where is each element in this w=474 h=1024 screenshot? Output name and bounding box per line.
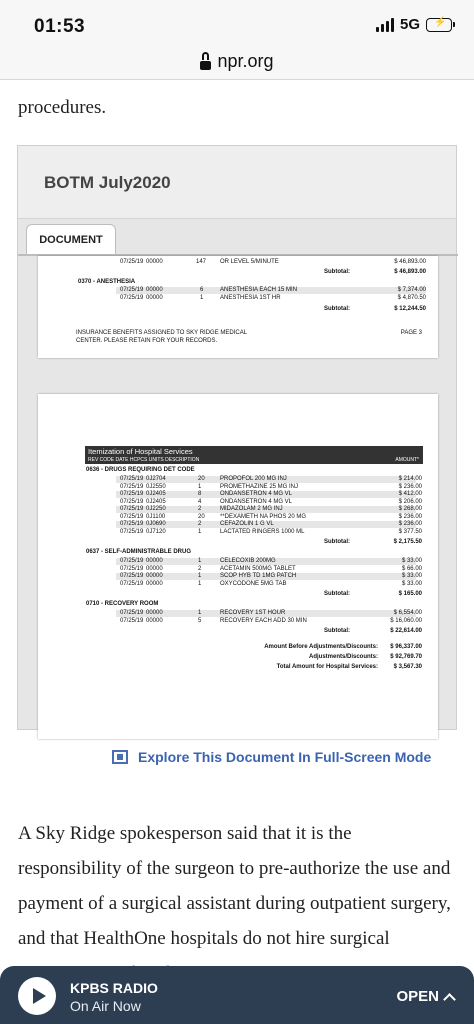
row-units: 1 [198, 528, 202, 535]
row-code: 0J2550 [146, 483, 166, 490]
section-heading: 0710 - RECOVERY ROOM [86, 601, 159, 607]
row-date: 07/25/19 [120, 506, 144, 512]
row-units: 20 [198, 476, 205, 482]
row-units: 4 [198, 498, 202, 505]
row-date: 07/25/19 [120, 476, 144, 482]
row-desc: ONDANSETRON 4 MG VL [220, 491, 293, 497]
document-page-itemization [38, 394, 438, 739]
row-amount: $ 236.00 [398, 483, 422, 490]
row-amount: $ 206.00 [398, 498, 422, 505]
column-headers: REV CODE DATE HCPCS UNITS DESCRIPTION [88, 457, 200, 463]
row-code: 0J2405 [146, 491, 166, 497]
row-code: 00000 [146, 617, 163, 624]
document-page-3 [38, 256, 438, 358]
row-code: 00000 [146, 558, 163, 564]
row-desc: CELECOXIB 200MG [220, 558, 276, 564]
row-code: 00000 [146, 287, 163, 293]
row-date: 07/25/19 [120, 573, 144, 579]
fullscreen-link-label: Explore This Document In Full-Screen Mode [138, 749, 432, 765]
row-desc: ANESTHESIA 1ST HR [220, 295, 281, 301]
insurance-notice: CENTER. PLEASE RETAIN FOR YOUR RECORDS. [76, 338, 218, 344]
row-amount: $ 268.00 [398, 506, 422, 512]
row-desc: OR LEVEL 5/MINUTE [220, 259, 279, 265]
row-date: 07/25/19 [120, 513, 144, 520]
row-amount: $ 7,374.00 [397, 287, 426, 293]
row-desc: ONDANSETRON 4 MG VL [220, 498, 293, 505]
row-code: 00000 [146, 565, 163, 572]
row-date: 07/25/19 [120, 491, 144, 497]
row-units: 1 [198, 580, 202, 587]
row-date: 07/25/19 [120, 521, 144, 527]
row-code: 0J7120 [146, 528, 166, 535]
row-date: 07/25/19 [120, 498, 144, 505]
row-code: 00000 [146, 610, 163, 616]
row-units: 2 [198, 506, 202, 512]
url-text: npr.org [217, 51, 274, 71]
station-name: KPBS RADIO [70, 980, 158, 996]
row-date: 07/25/19 [120, 565, 144, 572]
total-amount: $ 3,567.30 [393, 664, 422, 670]
play-button[interactable] [18, 977, 56, 1015]
row-code: 0J2704 [146, 476, 166, 482]
row-units: 1 [198, 558, 202, 564]
total-amount: $ 96,337.00 [390, 644, 422, 650]
subtotal-amount: $ 22,614.00 [390, 628, 422, 634]
row-units: 8 [198, 491, 202, 497]
row-amount: $ 16,060.00 [390, 617, 422, 624]
article-paragraph: A Sky Ridge spokesperson said that it is the responsibility of the surgeon to pre-authorize the use and payment of a surgical assistant during outpatient surgery, and that HealthOne hospitals do not hire surgical [18, 823, 451, 949]
row-units: 1 [198, 610, 202, 616]
status-bar [0, 0, 474, 44]
row-desc: ANESTHESIA EACH 15 MIN [220, 287, 298, 293]
row-code: 00000 [146, 295, 163, 301]
subtotal-label: Subtotal: [324, 628, 350, 634]
row-amount: $ 33.00 [401, 558, 422, 564]
row-amount: $ 46,893.00 [394, 259, 426, 265]
row-date: 07/25/19 [120, 295, 144, 301]
status-time: 01:53 [34, 16, 86, 37]
total-amount: $ 92,769.70 [390, 654, 422, 660]
row-code: 00000 [146, 573, 163, 579]
row-amount: $ 412.00 [398, 491, 422, 497]
row-desc: RECOVERY 1ST HOUR [220, 610, 286, 616]
row-amount: $ 214.00 [398, 476, 422, 482]
subtotal-amount: $ 46,893.00 [394, 269, 426, 275]
row-code: 0J1100 [146, 513, 166, 520]
article-paragraph: procedures. [18, 97, 107, 118]
row-date: 07/25/19 [120, 483, 144, 490]
row-units: 2 [198, 565, 202, 572]
section-heading: 0370 - ANESTHESIA [78, 279, 136, 285]
row-units: 20 [198, 513, 205, 520]
row-amount: $ 236.00 [398, 521, 422, 527]
insurance-notice: INSURANCE BENEFITS ASSIGNED TO SKY RIDGE MEDICAL [76, 330, 248, 336]
row-amount: $ 33.00 [401, 573, 422, 579]
row-desc: LACTATED RINGERS 1000 ML [220, 528, 305, 535]
subtotal-label: Subtotal: [324, 539, 350, 545]
row-date: 07/25/19 [120, 558, 144, 564]
row-desc: ACETAMIN 500MG TABLET [220, 565, 296, 572]
row-date: 07/25/19 [120, 528, 144, 535]
row-units: 1 [198, 573, 202, 579]
status-indicators [376, 16, 452, 33]
row-amount: $ 4,870.50 [397, 295, 426, 301]
network-type: 5G [399, 16, 420, 33]
row-units: 5 [198, 617, 202, 624]
row-desc: RECOVERY EACH ADD 30 MIN [220, 617, 307, 624]
subtotal-label: Subtotal: [324, 269, 350, 275]
row-desc: MIDAZOLAM 2 MG INJ [220, 506, 283, 512]
row-desc: PROMETHAZINE 25 MG INJ [220, 483, 299, 490]
row-date: 07/25/19 [120, 259, 144, 265]
tab-document[interactable]: DOCUMENT [26, 224, 116, 254]
row-desc: OXYCODONE 5MG TAB [220, 580, 287, 587]
row-code: 00000 [146, 580, 163, 587]
battery-charging-icon [426, 18, 452, 32]
subtotal-amount: $ 2,175.50 [393, 539, 422, 545]
row-amount: $ 377.50 [398, 528, 422, 535]
row-desc: CEFAZOLIN 1 G VL [220, 521, 274, 527]
row-units: 1 [200, 295, 204, 301]
total-label: Adjustments/Discounts: [308, 654, 378, 660]
page-number: PAGE 3 [400, 330, 422, 336]
lock-icon [200, 57, 211, 70]
address-bar[interactable] [0, 44, 474, 80]
itemization-header [85, 446, 423, 464]
row-desc: SCOP HYB TD 1MG PATCH [220, 573, 297, 579]
row-desc: PROPOFOL 200 MG INJ [220, 476, 287, 482]
amount-column-header: AMOUNT* [395, 457, 419, 463]
row-desc: **DEXAMETH NA PHOS 20 MG [220, 513, 307, 520]
row-units: 147 [196, 259, 207, 265]
row-units: 1 [198, 483, 202, 490]
subtotal-label: Subtotal: [324, 306, 350, 312]
row-code: 0J2405 [146, 498, 166, 505]
row-code: 00000 [146, 259, 163, 265]
fullscreen-link[interactable] [112, 749, 431, 765]
row-amount: $ 6,554.00 [393, 610, 422, 616]
fullscreen-icon [112, 750, 128, 764]
document-title: BOTM July2020 [44, 173, 171, 192]
row-units: 6 [200, 287, 204, 293]
radio-player-bar[interactable] [0, 966, 474, 1024]
row-date: 07/25/19 [120, 617, 144, 624]
total-label: Total Amount for Hospital Services: [276, 664, 378, 670]
open-label: OPEN [396, 988, 439, 1005]
row-date: 07/25/19 [120, 610, 144, 616]
subtotal-amount: $ 12,244.50 [394, 306, 426, 312]
signal-icon [376, 18, 394, 32]
row-date: 07/25/19 [120, 580, 144, 587]
row-amount: $ 66.00 [401, 565, 422, 572]
row-code: 0J0690 [146, 521, 166, 527]
section-heading: 0637 - SELF-ADMINISTRABLE DRUG [86, 549, 192, 555]
open-player-button[interactable] [396, 988, 454, 1005]
row-date: 07/25/19 [120, 287, 144, 293]
subtotal-label: Subtotal: [324, 591, 350, 597]
on-air-status: On Air Now [70, 998, 141, 1014]
row-amount: $ 236.00 [398, 513, 422, 520]
itemization-title: Itemization of Hospital Services [88, 447, 193, 456]
row-code: 0J2250 [146, 506, 166, 512]
subtotal-amount: $ 165.00 [398, 591, 422, 597]
row-amount: $ 33.00 [401, 580, 422, 587]
chevron-up-icon [443, 993, 456, 1006]
document-viewer[interactable] [17, 145, 457, 730]
row-units: 2 [198, 521, 202, 527]
section-heading: 0636 - DRUGS REQUIRING DET CODE [86, 467, 195, 473]
total-label: Amount Before Adjustments/Discounts: [264, 644, 378, 650]
